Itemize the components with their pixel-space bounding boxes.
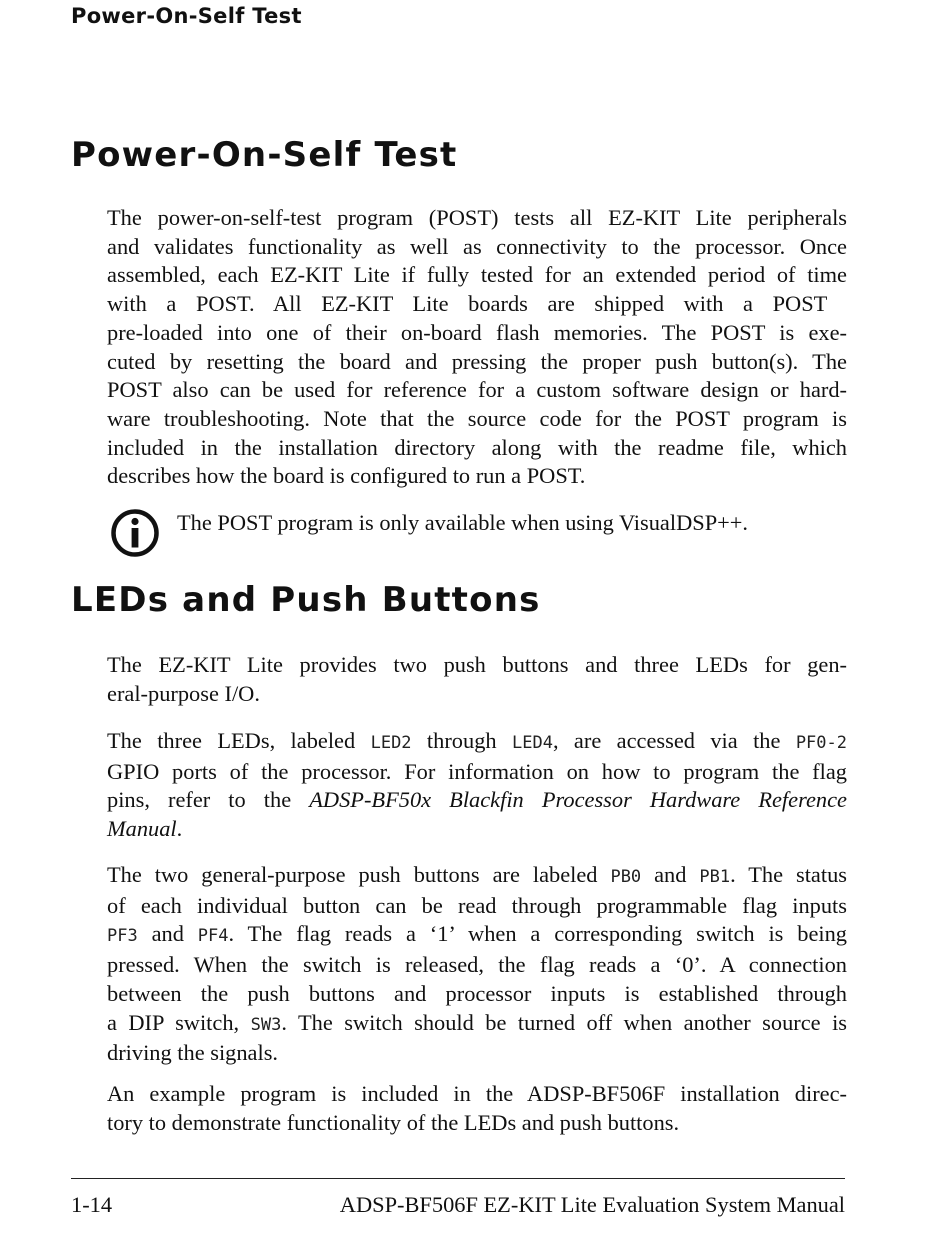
text-line: describes how the board is configured to run a POST. — [107, 463, 586, 489]
text-line: The EZ-KIT Lite provides two push buttons and three LEDs for gen- — [107, 652, 847, 677]
text-line: GPIO ports of the processor. For information on how to program the flag — [107, 758, 847, 784]
text-line: Manual. — [107, 816, 183, 842]
text-line: included in the installation directory along with the readme file, which — [107, 434, 847, 460]
example-program-paragraph — [107, 1080, 847, 1137]
code-led2: LED2 — [370, 733, 412, 753]
text-line: An example program is included in the ADSP-BF506F installation direc- — [107, 1081, 847, 1106]
text-line: assembled, each EZ-KIT Lite if fully tested for an extended period of time — [107, 262, 847, 288]
text-line: of each individual button can be read through programmable flag inputs — [107, 892, 847, 918]
text-line: ware troubleshooting. Note that the source code for the POST program is — [107, 405, 847, 431]
push-buttons-paragraph — [107, 861, 847, 1068]
manual-reference: ADSP-BF50x Blackfin Processor Hardware Reference — [309, 787, 847, 813]
text-line: a DIP switch, SW3. The switch should be turned off when another source is — [107, 1009, 847, 1035]
text-line: PF3 and PF4. The flag reads a ‘1’ when a corresponding switch is being — [107, 921, 847, 947]
text-line: The two general-purpose push buttons are labeled PB0 and PB1. The status — [107, 862, 848, 887]
section-heading-post: Power-On-Self Test — [71, 135, 458, 175]
manual-reference-end: Manual — [107, 816, 177, 842]
text-line: The power-on-self-test program (POST) tests all EZ-KIT Lite peripherals — [107, 205, 847, 230]
manual-title: ADSP-BF506F EZ-KIT Lite Evaluation System Manual — [339, 1192, 845, 1217]
note-text: The POST program is only available when using VisualDSP++. — [177, 510, 748, 535]
running-header: Power-On-Self Test — [71, 4, 302, 28]
text-line: POST also can be used for reference for a custom software design or hard- — [107, 377, 847, 403]
page-number: 1-14 — [71, 1192, 113, 1217]
text-line: pins, refer to the ADSP-BF50x Blackfin Processor Hardware Reference — [107, 787, 847, 813]
text-line: with a POST. All EZ-KIT Lite boards are shipped with a POST — [107, 291, 828, 317]
code-pf3: PF3 — [107, 926, 138, 947]
text-line: driving the signals. — [107, 1040, 279, 1066]
leds-intro-paragraph — [107, 651, 847, 708]
leds-paragraph — [107, 727, 847, 844]
text-line: cuted by resetting the board and pressing the proper push button(s). The — [107, 348, 847, 374]
text-line: tory to demonstrate functionality of the LEDs and push buttons. — [107, 1109, 680, 1135]
text-line: between the push buttons and processor inputs is established through — [107, 980, 847, 1006]
code-pf0-2: PF0-2 — [795, 733, 847, 753]
footer-divider — [71, 1178, 845, 1179]
text-line: eral-purpose I/O. — [107, 680, 260, 706]
code-pb1: PB1 — [699, 867, 731, 887]
text-line: The three LEDs, labeled LED2 through LED4, are accessed via the PF0-2 — [107, 728, 847, 753]
text-line: and validates functionality as well as connectivity to the processor. Once — [107, 233, 847, 259]
post-paragraph — [107, 204, 847, 491]
code-pf4: PF4 — [197, 926, 229, 947]
text-line: pre-loaded into one of their on-board flash memories. The POST is exe- — [107, 319, 847, 345]
section-heading-leds-push-buttons: LEDs and Push Buttons — [71, 580, 541, 620]
info-icon — [110, 508, 160, 558]
text-line: pressed. When the switch is released, the flag reads a ‘0’. A connection — [107, 952, 847, 978]
code-sw3: SW3 — [250, 1014, 282, 1035]
code-pb0: PB0 — [610, 867, 642, 887]
code-led4: LED4 — [511, 733, 553, 753]
